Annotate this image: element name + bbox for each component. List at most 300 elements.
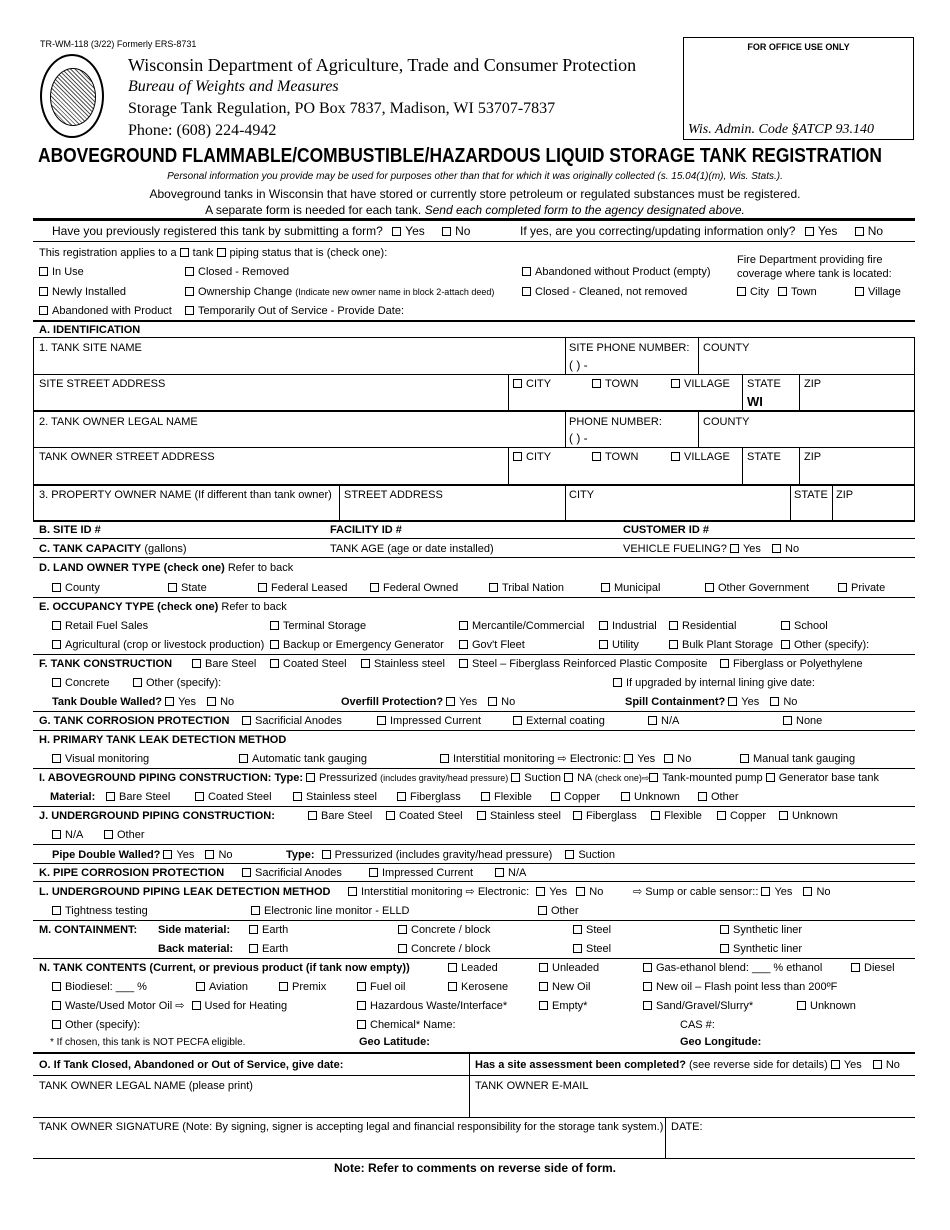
ugld-electronic-no-checkbox[interactable] <box>576 887 585 896</box>
ag-tank-mounted-checkbox[interactable] <box>649 773 658 782</box>
assessment-no-label: No <box>885 1059 900 1071</box>
ugld-sump-label: ⇨ Sump or cable sensor:: <box>633 886 759 898</box>
owner-town-label: TOWN <box>605 451 639 463</box>
tc-frp-checkbox[interactable] <box>459 659 468 668</box>
assessment-yes-checkbox[interactable] <box>831 1060 840 1069</box>
owner-county-label: COUNTY <box>703 416 750 428</box>
back-synthetic-checkbox[interactable] <box>720 944 729 953</box>
overfill-no-label: No <box>501 696 516 708</box>
leak-detection-title: H. PRIMARY TANK LEAK DETECTION METHOD <box>39 734 287 746</box>
agm-other-checkbox[interactable] <box>698 792 707 801</box>
ugm-flexible-label: Flexible <box>664 810 702 822</box>
agm-other-label: Other <box>711 791 739 803</box>
geo-latitude-label: Geo Latitude: <box>359 1036 430 1048</box>
side-concrete-checkbox[interactable] <box>398 925 407 934</box>
closed-removed-checkbox[interactable] <box>185 267 194 276</box>
occ-govfleet-label: Gov't Fleet <box>472 639 525 651</box>
ld-manual-checkbox[interactable] <box>740 754 749 763</box>
abandoned-without-label: Abandoned without Product (empty) <box>535 266 711 278</box>
agm-copper-label: Copper <box>564 791 601 803</box>
correct-no-label: No <box>867 224 884 238</box>
tcp-external-label: External coating <box>526 715 605 727</box>
fire-dept-label: Fire Department providing fire <box>737 254 883 266</box>
tcn-chemical-checkbox[interactable] <box>357 1020 366 1029</box>
ugld-electronic-yes-checkbox[interactable] <box>536 887 545 896</box>
land-private-label: Private <box>851 582 886 594</box>
side-earth-checkbox[interactable] <box>249 925 258 934</box>
tc-concrete-label: Concrete <box>65 677 110 689</box>
back-concrete-label: Concrete / block <box>411 943 491 955</box>
ld-visual-label: Visual monitoring <box>65 753 150 765</box>
tc-concrete-checkbox[interactable] <box>52 678 61 687</box>
ag-na-checkbox[interactable] <box>564 773 573 782</box>
land-owner-refer: Refer to back <box>227 562 294 574</box>
occ-residential-checkbox[interactable] <box>669 621 678 630</box>
tcn-sand-label: Sand/Gravel/Slurry* <box>656 1000 754 1012</box>
occ-industrial-label: Industrial <box>612 620 657 632</box>
state-seal-logo <box>40 54 104 138</box>
department-name: Wisconsin Department of Agriculture, Trade and Consumer Protection <box>128 55 637 75</box>
aboveground-piping-title: I. ABOVEGROUND PIPING CONSTRUCTION: <box>39 772 272 784</box>
prev-yes-label: Yes <box>405 224 425 238</box>
land-tribal-label: Tribal Nation <box>502 582 564 594</box>
ugm-bare-checkbox[interactable] <box>308 811 317 820</box>
spill-yes-checkbox[interactable] <box>728 697 737 706</box>
applies-row <box>39 247 387 260</box>
pcp-impressed-checkbox[interactable] <box>369 868 378 877</box>
land-county-checkbox[interactable] <box>52 583 61 592</box>
assessment-no-checkbox[interactable] <box>873 1060 882 1069</box>
land-state-checkbox[interactable] <box>168 583 177 592</box>
tc-stainless-label: Stainless steel <box>374 658 445 670</box>
tcn-biodiesel-checkbox[interactable] <box>52 982 61 991</box>
tcn-premix-label: Premix <box>292 981 327 993</box>
ugm-stainless-checkbox[interactable] <box>477 811 486 820</box>
tcn-heating-checkbox[interactable] <box>192 1001 201 1010</box>
agm-coated-label: Coated Steel <box>208 791 272 803</box>
ug-type-label: Type: <box>286 849 315 861</box>
tcp-external-checkbox[interactable] <box>513 716 522 725</box>
back-steel-checkbox[interactable] <box>573 944 582 953</box>
ownership-change-checkbox[interactable] <box>185 287 194 296</box>
tcn-other-checkbox[interactable] <box>52 1020 61 1029</box>
site-village-label: VILLAGE <box>684 378 730 390</box>
ugm-fiberglass-checkbox[interactable] <box>573 811 582 820</box>
vehicle-yes-checkbox[interactable] <box>730 544 739 553</box>
ugm-coated-label: Coated Steel <box>399 810 463 822</box>
fire-city-checkbox[interactable] <box>737 287 746 296</box>
occ-terminal-label: Terminal Storage <box>283 620 367 632</box>
tcn-hazwaste-label: Hazardous Waste/Interface* <box>370 1000 508 1012</box>
vehicle-no-label: No <box>785 543 800 555</box>
temp-out-checkbox[interactable] <box>185 306 194 315</box>
tcp-impressed-label: Impressed Current <box>390 715 482 727</box>
abandoned-with-checkbox[interactable] <box>39 306 48 315</box>
tc-bare-checkbox[interactable] <box>192 659 201 668</box>
underground-piping-title: J. UNDERGROUND PIPING CONSTRUCTION: <box>39 810 275 822</box>
ugm-unknown-label: Unknown <box>792 810 838 822</box>
double-yes-checkbox[interactable] <box>165 697 174 706</box>
tank-label: tank <box>192 247 214 259</box>
occ-school-label: School <box>794 620 828 632</box>
double-no-checkbox[interactable] <box>207 697 216 706</box>
occ-mercantile-checkbox[interactable] <box>459 621 468 630</box>
containment-title: M. CONTAINMENT: <box>39 924 138 936</box>
spill-no-label: No <box>783 696 798 708</box>
ugm-other-label: Other <box>117 829 145 841</box>
ag-type-label: Type: <box>274 772 304 784</box>
occ-bulk-checkbox[interactable] <box>669 640 678 649</box>
gallons-label: (gallons) <box>144 543 187 555</box>
tc-frp-label: Steel – Fiberglass Reinforced Plastic Composite <box>472 658 708 670</box>
agm-stainless-label: Stainless steel <box>306 791 377 803</box>
property-street-label: STREET ADDRESS <box>344 489 443 501</box>
tcn-unknown-label: Unknown <box>810 1000 856 1012</box>
ugm-bare-label: Bare Steel <box>321 810 373 822</box>
tcn-diesel-checkbox[interactable] <box>851 963 860 972</box>
occupancy-refer: Refer to back <box>221 601 287 613</box>
land-municipal-checkbox[interactable] <box>601 583 610 592</box>
occ-industrial-checkbox[interactable] <box>599 621 608 630</box>
tcn-gas-ethanol-label: Gas-ethanol blend: ___ % ethanol <box>656 962 823 974</box>
land-state-label: State <box>181 582 207 594</box>
ag-suction-checkbox[interactable] <box>511 773 520 782</box>
ugm-na-label: N/A <box>65 829 84 841</box>
prev-no-label: No <box>455 224 471 238</box>
tcn-chemical-label: Chemical* Name: <box>370 1019 456 1031</box>
assessment-yes-label: Yes <box>843 1059 862 1071</box>
tc-stainless-checkbox[interactable] <box>361 659 370 668</box>
send-note: Send each completed form to the agency designated above. <box>424 203 745 217</box>
side-steel-checkbox[interactable] <box>573 925 582 934</box>
ag-pressurized-checkbox[interactable] <box>306 773 315 782</box>
ugm-na-checkbox[interactable] <box>52 830 61 839</box>
agm-flexible-label: Flexible <box>494 791 532 803</box>
occ-retail-checkbox[interactable] <box>52 621 61 630</box>
land-private-checkbox[interactable] <box>838 583 847 592</box>
ugld-elld-label: Electronic line monitor - ELLD <box>264 905 410 917</box>
agm-unknown-checkbox[interactable] <box>621 792 630 801</box>
owner-phone-format: ( ) - <box>569 431 588 445</box>
pcp-na-checkbox[interactable] <box>495 868 504 877</box>
tcn-premix-checkbox[interactable] <box>279 982 288 991</box>
occ-other-checkbox[interactable] <box>781 640 790 649</box>
back-earth-label: Earth <box>262 943 289 955</box>
tcn-unleaded-label: Unleaded <box>552 962 600 974</box>
ug-suction-checkbox[interactable] <box>565 850 574 859</box>
tcn-leaded-checkbox[interactable] <box>448 963 457 972</box>
tc-upgraded-label: If upgraded by internal lining give date: <box>626 677 815 689</box>
owner-village-label: VILLAGE <box>684 451 730 463</box>
tank-double-walled-label: Tank Double Walled? <box>52 696 163 708</box>
correct-no-checkbox[interactable] <box>855 227 864 236</box>
ld-electronic-yes-checkbox[interactable] <box>624 754 633 763</box>
tcp-na-checkbox[interactable] <box>648 716 657 725</box>
ag-tank-mounted-label: Tank-mounted pump <box>662 772 763 784</box>
owner-name-label: 2. TANK OWNER LEGAL NAME <box>39 416 198 428</box>
property-state-label: STATE <box>794 489 828 501</box>
agm-bare-label: Bare Steel <box>119 791 171 803</box>
ugld-interstitial-label: Interstitial monitoring ⇨ Electronic: <box>361 886 530 898</box>
newly-installed-checkbox[interactable] <box>39 287 48 296</box>
tank-capacity-label: C. TANK CAPACITY <box>39 543 142 555</box>
tc-fiberglass-label: Fiberglass or Polyethylene <box>733 658 863 670</box>
double-yes-label: Yes <box>178 696 197 708</box>
ugm-flexible-checkbox[interactable] <box>651 811 660 820</box>
ugld-elld-checkbox[interactable] <box>251 906 260 915</box>
occ-utility-checkbox[interactable] <box>599 640 608 649</box>
tcn-new-oil-checkbox[interactable] <box>539 982 548 991</box>
property-city-label: CITY <box>569 489 595 501</box>
tcn-unleaded-checkbox[interactable] <box>539 963 548 972</box>
pipe-double-walled-label: Pipe Double Walled? <box>52 849 161 861</box>
ld-electronic-no-label: No <box>677 753 692 765</box>
ug-pressurized-checkbox[interactable] <box>322 850 331 859</box>
privacy-notice: Personal information you provide may be used for purposes other than that for which it was originally collected (s. 15.04(1)(m), Wis. Stats.). <box>167 171 783 182</box>
closed-removed-label: Closed - Removed <box>198 266 290 278</box>
signature-date-label: DATE: <box>671 1121 703 1133</box>
occ-backup-checkbox[interactable] <box>270 640 279 649</box>
tcp-none-label: None <box>796 715 823 727</box>
overfill-no-checkbox[interactable] <box>488 697 497 706</box>
ld-atg-label: Automatic tank gauging <box>252 753 367 765</box>
temp-out-label: Temporarily Out of Service - Provide Date: <box>198 305 405 317</box>
ugld-electronic-yes-label: Yes <box>549 886 568 898</box>
tcn-unknown-checkbox[interactable] <box>797 1001 806 1010</box>
tc-other-checkbox[interactable] <box>133 678 142 687</box>
ld-electronic-no-checkbox[interactable] <box>664 754 673 763</box>
ld-interstitial-checkbox[interactable] <box>440 754 449 763</box>
agm-fiberglass-label: Fiberglass <box>410 791 461 803</box>
tcn-fuel-oil-checkbox[interactable] <box>357 982 366 991</box>
tcn-biodiesel-label: Biodiesel: ___ % <box>65 981 147 993</box>
tcn-aviation-label: Aviation <box>209 981 248 993</box>
occ-mercantile-label: Mercantile/Commercial <box>472 620 585 632</box>
ugld-sump-yes-checkbox[interactable] <box>761 887 770 896</box>
site-assessment-note: (see reverse side for details) <box>689 1059 828 1071</box>
ugm-coated-checkbox[interactable] <box>386 811 395 820</box>
agm-coated-checkbox[interactable] <box>195 792 204 801</box>
spill-yes-label: Yes <box>741 696 760 708</box>
ugld-electronic-no-label: No <box>589 886 604 898</box>
tc-coated-checkbox[interactable] <box>270 659 279 668</box>
ug-pressurized-label: Pressurized (includes gravity/head pressure) <box>334 849 553 861</box>
site-assessment-label: Has a site assessment been completed? <box>475 1059 686 1071</box>
ld-atg-checkbox[interactable] <box>239 754 248 763</box>
ugld-tightness-checkbox[interactable] <box>52 906 61 915</box>
form-number: TR-WM-118 (3/22) Formerly ERS-8731 <box>40 39 197 49</box>
land-federal-leased-checkbox[interactable] <box>258 583 267 592</box>
double-no-label: No <box>220 696 235 708</box>
in-use-checkbox[interactable] <box>39 267 48 276</box>
overfill-yes-label: Yes <box>459 696 478 708</box>
tcn-kerosene-checkbox[interactable] <box>448 982 457 991</box>
owner-city-checkbox[interactable] <box>513 452 522 461</box>
correct-yes-checkbox[interactable] <box>805 227 814 236</box>
land-county-label: County <box>65 582 100 594</box>
vehicle-no-checkbox[interactable] <box>772 544 781 553</box>
owner-village-checkbox[interactable] <box>671 452 680 461</box>
tcn-empty-checkbox[interactable] <box>539 1001 548 1010</box>
tcn-gas-ethanol-checkbox[interactable] <box>643 963 652 972</box>
admin-code: Wis. Admin. Code §ATCP 93.140 <box>688 122 875 137</box>
tcn-kerosene-label: Kerosene <box>461 981 509 993</box>
ld-visual-checkbox[interactable] <box>52 754 61 763</box>
land-tribal-checkbox[interactable] <box>489 583 498 592</box>
agm-flexible-checkbox[interactable] <box>481 792 490 801</box>
occ-residential-label: Residential <box>682 620 737 632</box>
back-concrete-checkbox[interactable] <box>398 944 407 953</box>
side-steel-label: Steel <box>586 924 612 936</box>
site-village-checkbox[interactable] <box>671 379 680 388</box>
ld-manual-label: Manual tank gauging <box>753 753 856 765</box>
cas-label: CAS #: <box>680 1019 715 1031</box>
closed-cleaned-checkbox[interactable] <box>522 287 531 296</box>
tcn-other-label: Other (specify): <box>65 1019 141 1031</box>
ownership-change-label: Ownership Change <box>198 286 293 298</box>
owner-town-checkbox[interactable] <box>592 452 601 461</box>
intro-text-2 <box>0 204 950 217</box>
tcp-sacrificial-checkbox[interactable] <box>242 716 251 725</box>
signature-label: TANK OWNER SIGNATURE (Note: By signing, signer is accepting legal and financial responsibility for the storage tank system.) <box>39 1121 664 1133</box>
applies-label: This registration applies to a <box>39 247 177 259</box>
occ-school-checkbox[interactable] <box>781 621 790 630</box>
tc-fiberglass-checkbox[interactable] <box>720 659 729 668</box>
tcn-aviation-checkbox[interactable] <box>196 982 205 991</box>
pcp-sacrificial-label: Sacrificial Anodes <box>255 867 342 879</box>
ugld-tightness-label: Tightness testing <box>65 905 148 917</box>
side-earth-label: Earth <box>262 924 289 936</box>
side-synthetic-checkbox[interactable] <box>720 925 729 934</box>
tank-construction-title: F. TANK CONSTRUCTION <box>39 658 173 670</box>
ugld-interstitial-checkbox[interactable] <box>348 887 357 896</box>
land-federal-owned-checkbox[interactable] <box>370 583 379 592</box>
tcn-hazwaste-checkbox[interactable] <box>357 1001 366 1010</box>
fire-town-checkbox[interactable] <box>778 287 787 296</box>
tcp-none-checkbox[interactable] <box>783 716 792 725</box>
tcn-waste-label: Waste/Used Motor Oil ⇨ <box>65 1000 185 1012</box>
back-earth-checkbox[interactable] <box>249 944 258 953</box>
pcp-impressed-label: Impressed Current <box>382 867 474 879</box>
vehicle-yes-label: Yes <box>742 543 761 555</box>
prev-yes-checkbox[interactable] <box>392 227 401 236</box>
land-owner-type-title: D. LAND OWNER TYPE (check one) <box>39 562 225 574</box>
pipe-double-yes-checkbox[interactable] <box>163 850 172 859</box>
tcn-leaded-label: Leaded <box>461 962 498 974</box>
separate-form-note: A separate form is needed for each tank. <box>205 203 422 217</box>
pipe-corrosion-title: K. PIPE CORROSION PROTECTION <box>39 867 225 879</box>
ag-pressurized-label: Pressurized <box>319 772 378 784</box>
closed-date-label: O. If Tank Closed, Abandoned or Out of Service, give date: <box>39 1059 344 1071</box>
tank-corrosion-title: G. TANK CORROSION PROTECTION <box>39 715 230 727</box>
agm-bare-checkbox[interactable] <box>106 792 115 801</box>
site-city-label: CITY <box>526 378 552 390</box>
fire-village-label: Village <box>868 286 901 298</box>
correcting-question: If yes, are you correcting/updating information only? <box>520 224 796 238</box>
ugld-other-checkbox[interactable] <box>538 906 547 915</box>
ugm-other-checkbox[interactable] <box>104 830 113 839</box>
prev-no-checkbox[interactable] <box>442 227 451 236</box>
pipe-double-no-checkbox[interactable] <box>205 850 214 859</box>
intro-text: Aboveground tanks in Wisconsin that have stored or currently store petroleum or regulated substances must be registered. <box>149 187 801 201</box>
ugld-sump-no-checkbox[interactable] <box>803 887 812 896</box>
spill-no-checkbox[interactable] <box>770 697 779 706</box>
correcting-row <box>520 224 883 238</box>
piping-checkbox[interactable] <box>217 248 226 257</box>
abandoned-without-checkbox[interactable] <box>522 267 531 276</box>
owner-phone-label: PHONE NUMBER: <box>569 416 662 428</box>
overfill-yes-checkbox[interactable] <box>446 697 455 706</box>
ugm-stainless-label: Stainless steel <box>490 810 561 822</box>
ugm-copper-checkbox[interactable] <box>717 811 726 820</box>
ag-generator-checkbox[interactable] <box>766 773 775 782</box>
occ-utility-label: Utility <box>612 639 639 651</box>
piping-label: piping status that is (check one): <box>229 247 388 259</box>
agm-copper-checkbox[interactable] <box>551 792 560 801</box>
mailing-address: Storage Tank Regulation, PO Box 7837, Madison, WI 53707-7837 <box>128 100 556 117</box>
site-id-label: B. SITE ID # <box>39 524 101 536</box>
footer-note: Note: Refer to comments on reverse side of form. <box>333 1161 617 1175</box>
tcn-fuel-oil-label: Fuel oil <box>370 981 406 993</box>
tcn-waste-checkbox[interactable] <box>52 1001 61 1010</box>
occ-terminal-checkbox[interactable] <box>270 621 279 630</box>
tc-bare-label: Bare Steel <box>205 658 257 670</box>
occ-other-label: Other (specify): <box>794 639 870 651</box>
tcn-sand-checkbox[interactable] <box>643 1001 652 1010</box>
phone-number: Phone: (608) 224-4942 <box>128 122 277 139</box>
ugld-sump-no-label: No <box>816 886 831 898</box>
form-title: ABOVEGROUND FLAMMABLE/COMBUSTIBLE/HAZARDOUS LIQUID STORAGE TANK REGISTRATION <box>38 145 882 167</box>
bureau-name: Bureau of Weights and Measures <box>128 78 339 95</box>
ugm-fiberglass-label: Fiberglass <box>586 810 637 822</box>
occ-agricultural-checkbox[interactable] <box>52 640 61 649</box>
ag-material-label: Material: <box>50 791 96 803</box>
tank-contents-title: N. TANK CONTENTS (Current, or previous product (if tank now empty)) <box>39 962 410 974</box>
agm-fiberglass-checkbox[interactable] <box>397 792 406 801</box>
occ-govfleet-checkbox[interactable] <box>459 640 468 649</box>
pipe-double-no-label: No <box>218 849 233 861</box>
ugld-sump-yes-label: Yes <box>774 886 793 898</box>
site-city-checkbox[interactable] <box>513 379 522 388</box>
tc-coated-label: Coated Steel <box>283 658 347 670</box>
tcn-new-oil-flash-checkbox[interactable] <box>643 982 652 991</box>
property-zip-label: ZIP <box>836 489 854 501</box>
ugm-copper-label: Copper <box>730 810 767 822</box>
tank-checkbox[interactable] <box>180 248 189 257</box>
side-concrete-label: Concrete / block <box>411 924 491 936</box>
owner-state-label: STATE <box>747 451 781 463</box>
occ-retail-label: Retail Fuel Sales <box>65 620 149 632</box>
pecfa-note: * If chosen, this tank is NOT PECFA eligible. <box>50 1037 246 1048</box>
site-town-checkbox[interactable] <box>592 379 601 388</box>
fire-village-checkbox[interactable] <box>855 287 864 296</box>
ag-na-label: NA <box>577 772 592 784</box>
previously-registered-row <box>52 224 470 238</box>
owner-email-label: TANK OWNER E-MAIL <box>475 1080 589 1092</box>
tcp-impressed-checkbox[interactable] <box>377 716 386 725</box>
spill-label: Spill Containment? <box>625 696 726 708</box>
newly-installed-label: Newly Installed <box>52 286 126 298</box>
owner-zip-label: ZIP <box>804 451 822 463</box>
tc-upgraded-checkbox[interactable] <box>613 678 622 687</box>
land-other-gov-checkbox[interactable] <box>705 583 714 592</box>
pcp-sacrificial-checkbox[interactable] <box>242 868 251 877</box>
site-town-label: TOWN <box>605 378 639 390</box>
ugm-unknown-checkbox[interactable] <box>779 811 788 820</box>
site-street-label: SITE STREET ADDRESS <box>39 378 166 390</box>
agm-stainless-checkbox[interactable] <box>293 792 302 801</box>
tcn-empty-label: Empty* <box>552 1000 588 1012</box>
